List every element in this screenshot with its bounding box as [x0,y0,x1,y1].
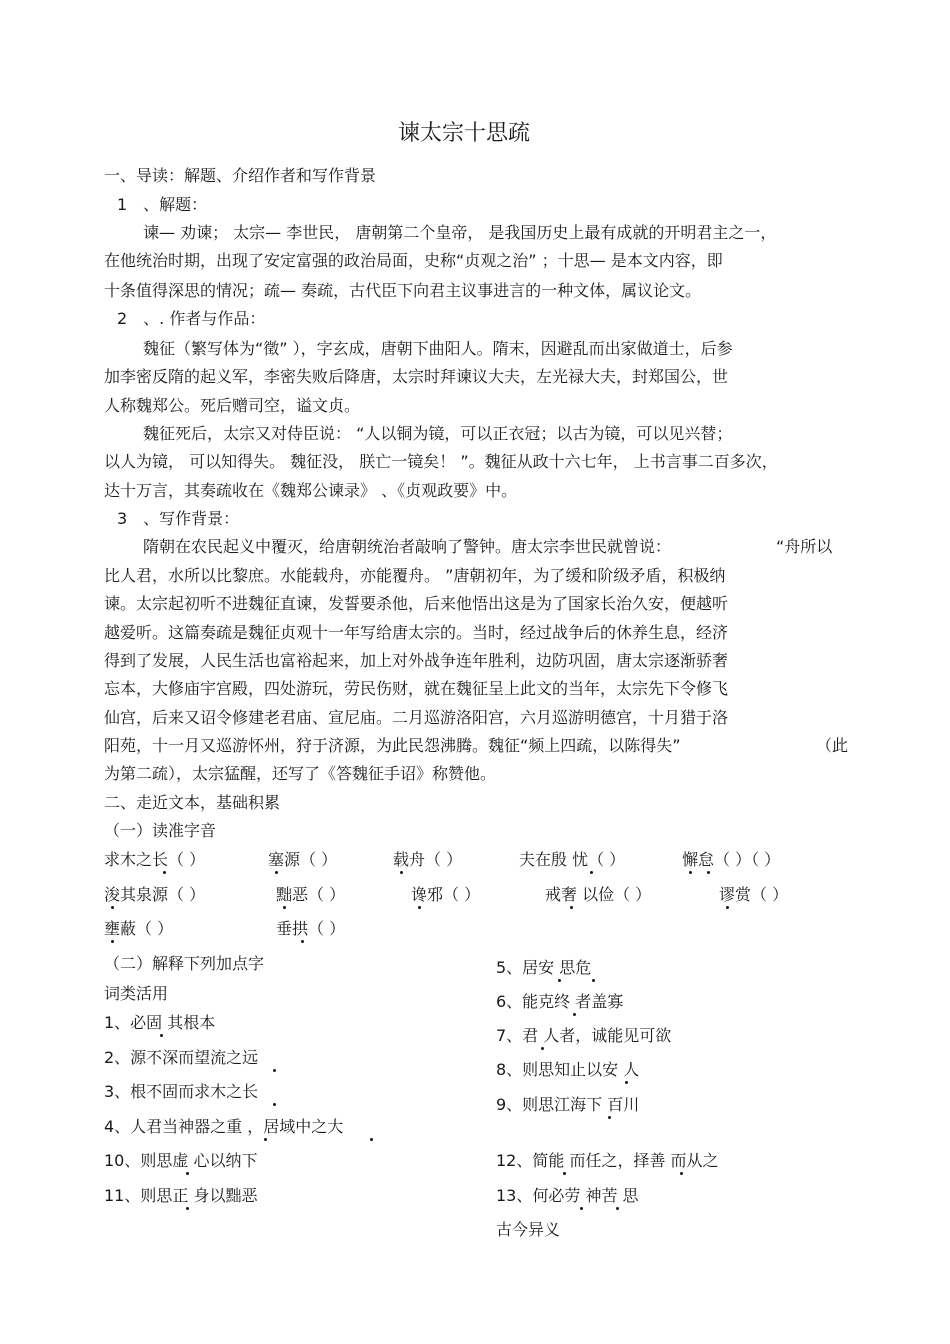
exercise-item: 5、居安 思危 [496,958,592,977]
emphasis-dot [400,871,403,874]
paragraph-line: 比人君，水所以比黎庶。水能载舟，亦能覆舟。 ”唐朝初年，为了缓和阶级矛盾，积极纳 [104,566,726,585]
sub-heading: 2 、. 作者与作品： [117,309,266,328]
paragraph-line: 以人为镜， 可以知得失。 魏征没， 朕亡一镜矣！ ”。魏征从政十六七年， 上书言事二百多次， [104,452,778,471]
paragraph-line: 忘本，大修庙宇宫殿，四处游玩，劳民伤财，就在魏征呈上此文的当年，太宗先下令修飞 [104,679,729,698]
exercise-item: 8、则思知止以安 人 [496,1060,640,1079]
paragraph-line: 仙宫，后来又诏令修建老君庙、宣尼庙。二月巡游洛阳宫，六月巡游明德宫，十月猎于洛 [104,708,729,727]
emphasis-dot [273,1069,276,1072]
pinyin-item: 谗邪（ ） [411,885,481,904]
paragraph-line: 加李密反隋的起义军，李密失败后降唐，太宗时拜谏议大夫，左光禄大夫，封郑国公，世 [104,367,729,386]
paragraph-line: 隋朝在农民起义中覆灭，给唐朝统治者敲响了警钟。唐太宗李世民就曾说： [143,537,672,556]
exercise-item: 12、简能 而任之，择善 而从之 [496,1151,719,1170]
paragraph-line: （此 [816,736,849,755]
paragraph-line: 越爱听。这篇奏疏是魏征贞观十一年写给唐太宗的。当时，经过战争后的休养生息，经济 [104,623,729,642]
pinyin-item: 求木之长（ ） [104,850,206,869]
exercise-item: 11、则思正 身以黜恶 [104,1186,258,1205]
sub-heading: 3 、写作背景： [117,509,240,528]
paragraph-line: 谏— 劝谏； 太宗— 李世民， 唐朝第二个皇帝， 是我国历史上最有成就的开明君主之一， [143,223,777,242]
emphasis-dot [111,906,114,909]
emphasis-dot [186,1207,189,1210]
exercise-item: 1、必固 其根本 [104,1013,216,1032]
exercise-item: 9、则思江海下 百川 [496,1095,640,1114]
emphasis-dot [580,1207,583,1210]
exercise-item: 10、则思虚 心以纳下 [104,1151,258,1170]
sub-heading: （一）读准字音 [104,821,217,840]
section-heading: 一、导读：解题、介绍作者和写作背景 [104,166,377,185]
paragraph-line: 魏征（繁写体为“徵” ），字玄成，唐朝下曲阳人。隋末，因避乱而出家做道士，后参 [143,339,733,358]
emphasis-dot [418,906,421,909]
pinyin-item: 夫在殷 忧（ ） [519,850,626,869]
page-title: 谏太宗十思疏 [398,121,531,146]
emphasis-dot [301,940,304,943]
pinyin-item: 懈怠（ ）（ ） [682,850,781,869]
emphasis-dot [570,906,573,909]
emphasis-dot [625,1081,628,1084]
pinyin-item: 谬赏（ ） [719,885,789,904]
emphasis-dot [590,871,593,874]
emphasis-dot [558,979,561,982]
paragraph-line: “舟所以 [776,537,833,556]
emphasis-dot [264,1138,267,1141]
emphasis-dot [160,1034,163,1037]
pinyin-item: 载舟（ ） [393,850,463,869]
pinyin-item: 壅蔽（ ） [104,919,174,938]
emphasis-dot [707,871,710,874]
exercise-item: 2、源不深而望流之远 [104,1048,259,1067]
exercise-item: 7、君 人者，诚能见可欲 [496,1026,672,1045]
emphasis-dot [680,1172,683,1175]
pinyin-item: 黜恶（ ） [276,885,346,904]
emphasis-dot [541,1047,544,1050]
emphasis-dot [275,871,278,874]
emphasis-dot [273,1103,276,1106]
exercise-item: 6、能克终 者盖寡 [496,992,624,1011]
emphasis-dot [689,871,692,874]
exercise-item: 3、根不固而求木之长 [104,1082,259,1101]
emphasis-dot [370,1138,373,1141]
category-label: 词类活用 [104,984,169,1003]
pinyin-item: 戒奢 以俭（ ） [545,885,652,904]
section-heading: 二、走近文本，基础积累 [104,793,281,812]
emphasis-dot [186,1172,189,1175]
pinyin-item: 浚其泉源（ ） [104,885,206,904]
exercise-item: 4、人君当神器之重 ，居域中之大 [104,1117,344,1136]
paragraph-line: 达十万言，其奏疏收在《魏郑公谏录》 、《贞观政要》中。 [104,481,518,500]
paragraph-line: 得到了发展，人民生活也富裕起来，加上对外战争连年胜利，边防巩固，唐太宗逐渐骄奢 [104,651,729,670]
paragraph-line: 阳苑，十一月又巡游怀州，狩于济源，为此民怨沸腾。魏征“频上四疏，以陈得失” [104,736,681,755]
paragraph-line: 魏征死后，太宗又对侍臣说： “人以铜为镜，可以正衣冠；以古为镜，可以见兴替； [143,424,733,443]
pinyin-item: 塞源（ ） [268,850,338,869]
emphasis-dot [726,906,729,909]
emphasis-dot [592,979,595,982]
paragraph-line: 为第二疏），太宗猛醒，还写了《答魏征手诏》称赞他。 [104,764,497,783]
exercise-item: 13、何必劳 神苦 思 [496,1186,639,1205]
paragraph-line: 在他统治时期，出现了安定富强的政治局面，史称“贞观之治” ；十思— 是本文内容，即 [104,251,723,270]
emphasis-dot [563,1172,566,1175]
paragraph-line: 谏。太宗起初听不进魏征直谏，发誓要杀他，后来他悟出这是为了国家长治久安，便越听 [104,594,729,613]
emphasis-dot [163,871,166,874]
emphasis-dot [573,1013,576,1016]
pinyin-item: 垂拱（ ） [276,919,346,938]
category-label: 古今异义 [496,1220,561,1239]
emphasis-dot [608,1116,611,1119]
emphasis-dot [283,906,286,909]
paragraph-line: 人称魏郑公。死后赠司空，谥文贞。 [104,396,361,415]
emphasis-dot [111,940,114,943]
sub-heading: 1 、解题： [117,195,208,214]
paragraph-line: 十条值得深思的情况；疏— 奏疏，古代臣下向君主议事进言的一种文体，属议论文。 [104,281,702,300]
emphasis-dot [616,1207,619,1210]
sub-heading: （二）解释下列加点字 [104,954,265,973]
